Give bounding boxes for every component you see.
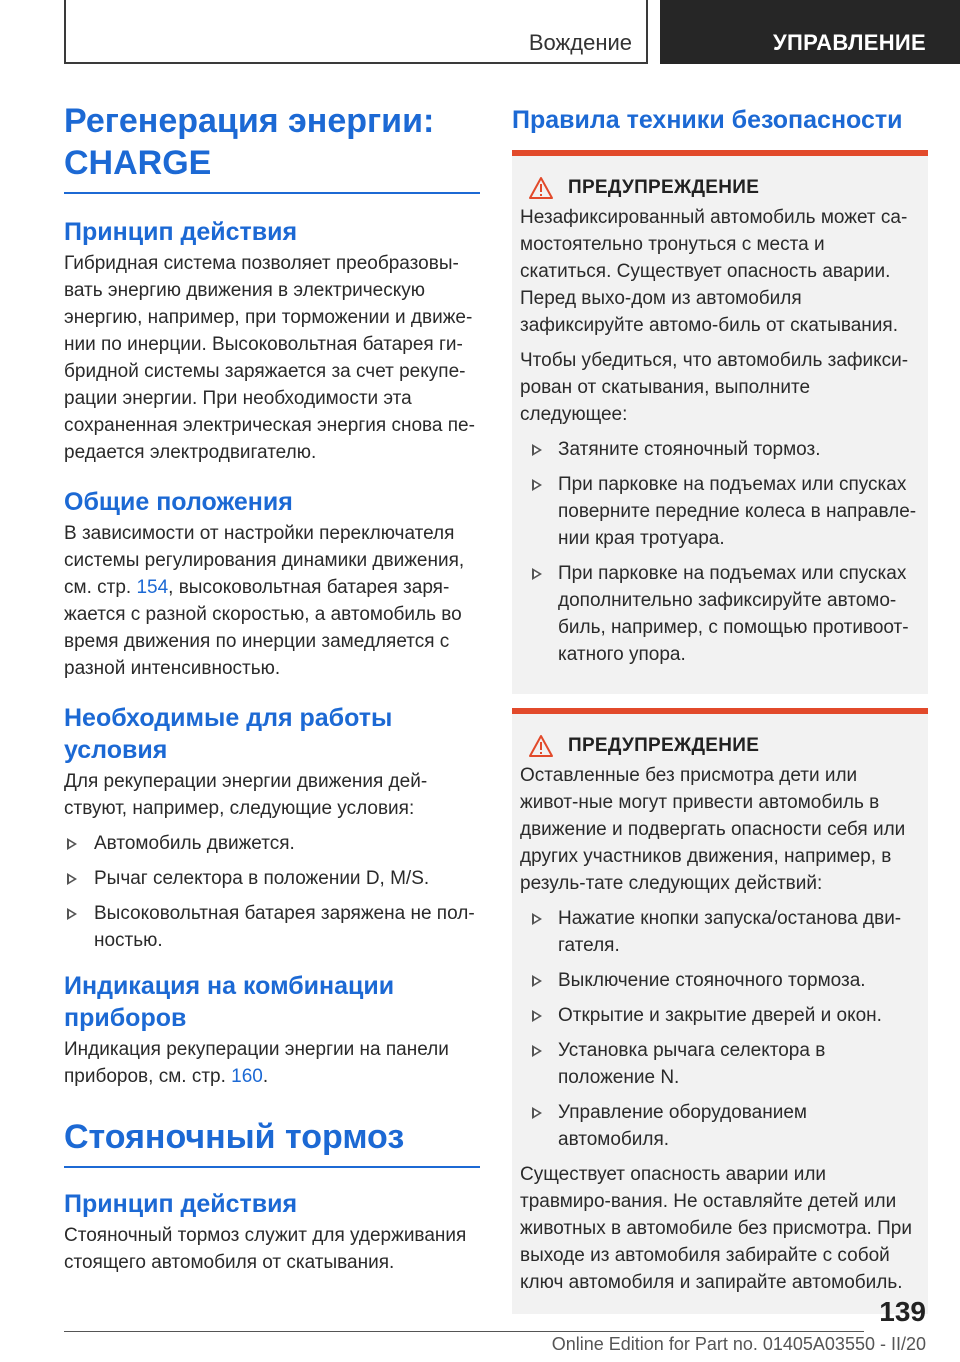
- triangle-bullet-icon: [67, 908, 77, 920]
- triangle-bullet-icon: [67, 873, 77, 885]
- heading-general: Общие положения: [64, 488, 293, 516]
- heading-conditions: Необходимые для работы условия: [64, 704, 393, 764]
- heading-safety: Правила техники безопасности: [512, 106, 903, 134]
- list-item: Управление оборудованием автомобиля.: [520, 1099, 920, 1153]
- list-item: Затяните стояночный тормоз.: [520, 436, 920, 463]
- warning-title: ПРЕДУПРЕЖДЕНИЕ: [568, 735, 760, 756]
- heading-indication: Индикация на комбинации приборов: [64, 972, 395, 1032]
- left-column: [64, 100, 480, 1276]
- right-column: [512, 100, 928, 1314]
- heading-parking-brake: Стояночный тормоз: [64, 1116, 480, 1168]
- warning-intro: Чтобы убедиться, что автомобиль зафикси-рован от скатывания, выполните следующее:: [520, 350, 909, 425]
- list-item: При парковке на подъемах или спусках поверните передние колеса в направле-нии края тротуара.: [520, 471, 920, 552]
- warning-triangle-icon: [528, 176, 554, 200]
- warning-header: [520, 176, 920, 200]
- triangle-bullet-icon: [532, 1010, 542, 1022]
- warning-list: [520, 905, 920, 1153]
- warning-text: Незафиксированный автомобиль может са-мостоятельно тронуться с места и скатиться. Существует опасность аварии. Перед выхо-дом из автомобиля зафиксируйте автомо-биль от скатывания.: [520, 207, 908, 336]
- list-item: Открытие и закрытие дверей и окон.: [520, 1002, 920, 1029]
- list-item: Установка рычага селектора в положение N.: [520, 1037, 920, 1091]
- list-item: Нажатие кнопки запуска/останова дви-гателя.: [520, 905, 920, 959]
- page-link-160[interactable]: 160: [231, 1066, 263, 1087]
- general-text-part-a: В зависимости от настройки переключателя системы регулирования динамики движения, см. стр.: [64, 523, 465, 598]
- header-section-label: Вождение: [528, 30, 632, 55]
- warning-triangle-icon: [528, 734, 554, 758]
- heading-parking-principle: Принцип действия: [64, 1190, 298, 1218]
- triangle-bullet-icon: [532, 568, 542, 580]
- list-item: Выключение стояночного тормоза.: [520, 967, 920, 994]
- warning-header: [520, 734, 920, 758]
- indication-text-part-b: .: [262, 1066, 269, 1087]
- principle-text: Гибридная система позволяет преобразовы-вать энергию движения в электрическую энергию, например, при торможении и движе-нии по инерции. Высоковольтная батарея ги-бридной системы заряжается за счет рекупе-рации энергии. При необходимости эта сохраненная электрическая энергия снова пе-редается электродвигателю.: [64, 253, 475, 463]
- general-text-part-b: , высоковольтная батарея заря-жается с разной скоростью, а автомобиль во время движения по инерции замедляется с разной интенсивностью.: [64, 577, 462, 679]
- triangle-bullet-icon: [532, 479, 542, 491]
- list-item: При парковке на подъемах или спусках дополнительно зафиксируйте автомо-биль, например, с помощью противоот-катного упора.: [520, 560, 920, 668]
- header-chapter-tab[interactable]: [660, 0, 960, 64]
- conditions-list: [64, 830, 480, 954]
- heading-principle: Принцип действия: [64, 218, 298, 246]
- indication-text: [64, 1036, 480, 1090]
- triangle-bullet-icon: [532, 975, 542, 987]
- warning-box-2: [512, 708, 928, 1314]
- triangle-bullet-icon: [532, 444, 542, 456]
- warning-outro: Существует опасность аварии или травмиро-вания. Не оставляйте детей или животных в автомобиле без присмотра. При выходе из автомобиля забирайте с собой ключ автомобиля и запирайте автомобиль.: [520, 1164, 912, 1293]
- header-section-box: [64, 0, 648, 64]
- warning-box-1: [512, 150, 928, 694]
- triangle-bullet-icon: [67, 838, 77, 850]
- conditions-intro: Для рекуперации энергии движения дей-ствуют, например, следующие условия:: [64, 771, 428, 819]
- heading-charge: Регенерация энергии: CHARGE: [64, 100, 480, 194]
- parking-principle-text: Стояночный тормоз служит для удерживания стоящего автомобиля от скатывания.: [64, 1225, 467, 1273]
- page-number: 139: [879, 1296, 926, 1327]
- general-text: [64, 520, 480, 682]
- footer-divider: [64, 1331, 864, 1332]
- indication-text-part-a: Индикация рекуперации энергии на панели приборов, см. стр.: [64, 1039, 449, 1087]
- header-chapter-label: УПРАВЛЕНИЕ: [773, 30, 926, 55]
- list-item: Рычаг селектора в положении D, M/S.: [64, 865, 480, 892]
- footer-edition: Online Edition for Part no. 01405A03550 - II/20: [551, 1334, 926, 1354]
- page-link-154[interactable]: 154: [136, 577, 169, 598]
- triangle-bullet-icon: [532, 913, 542, 925]
- warning-text: Оставленные без присмотра дети или живот-ные могут привести автомобиль в движение и подвергать опасности себя или других участников движения, например, в резуль-тате следующих действий:: [520, 765, 906, 894]
- list-item: Высоковольтная батарея заряжена не пол-ностью.: [64, 900, 480, 954]
- list-item: Автомобиль движется.: [64, 830, 480, 857]
- triangle-bullet-icon: [532, 1107, 542, 1119]
- warning-title: ПРЕДУПРЕЖДЕНИЕ: [568, 177, 760, 198]
- warning-list: [520, 436, 920, 668]
- triangle-bullet-icon: [532, 1045, 542, 1057]
